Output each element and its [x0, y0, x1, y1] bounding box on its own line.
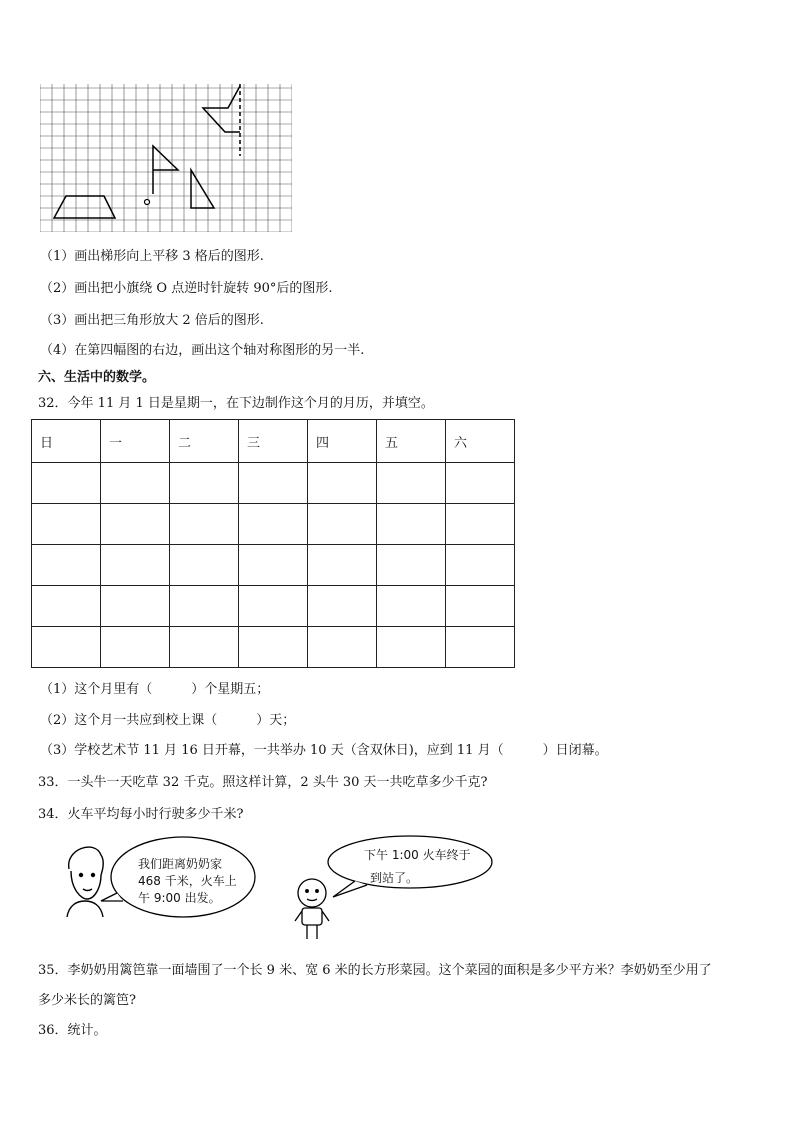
calendar-cell[interactable]	[446, 463, 515, 504]
q32-sub1: （1）这个月里有（ ）个星期五；	[40, 682, 270, 697]
calendar-cell[interactable]	[32, 627, 101, 668]
calendar-cell[interactable]	[170, 545, 239, 586]
calendar-cell[interactable]	[101, 463, 170, 504]
calendar-cell[interactable]	[101, 545, 170, 586]
weekday-mon: 一	[101, 420, 170, 463]
right-bubble-line-2: 到站了。	[370, 871, 419, 885]
calendar-cell[interactable]	[170, 463, 239, 504]
calendar-cell[interactable]	[308, 627, 377, 668]
trapezoid-shape	[54, 196, 115, 218]
calendar-cell[interactable]	[32, 504, 101, 545]
half-symmetric-shape	[203, 86, 240, 132]
calendar-cell[interactable]	[446, 504, 515, 545]
calendar-cell[interactable]	[377, 463, 446, 504]
calendar-cell[interactable]	[32, 586, 101, 627]
calendar-cell[interactable]	[377, 545, 446, 586]
q31-sub2: （2）画出把小旗绕 O 点逆时针旋转 90°后的图形.	[40, 281, 333, 296]
section-title: 六、生活中的数学。	[38, 370, 156, 385]
q36-text: 36．统计。	[38, 1023, 107, 1038]
q32-stem: 32．今年 11 月 1 日是星期一，在下边制作这个月的月历，并填空。	[38, 396, 434, 411]
weekday-sun: 日	[32, 420, 101, 463]
adult-figure	[67, 847, 103, 917]
calendar-cell[interactable]	[101, 627, 170, 668]
weekday-wed: 三	[239, 420, 308, 463]
calendar-cell[interactable]	[101, 586, 170, 627]
calendar-cell[interactable]	[170, 586, 239, 627]
calendar-cell[interactable]	[446, 545, 515, 586]
calendar-cell[interactable]	[308, 463, 377, 504]
q32-sub2: （2）这个月一共应到校上课（ ）天；	[40, 713, 296, 728]
q33-text: 33．一头牛一天吃草 32 千克。照这样计算，2 头牛 30 天一共吃草多少千克?	[38, 775, 488, 790]
right-bubble-line-1: 下午 1:00 火车终于	[364, 848, 471, 862]
calendar-cell[interactable]	[308, 545, 377, 586]
flag-shape	[153, 146, 178, 194]
grid-figure	[40, 84, 292, 232]
weekday-sat: 六	[446, 420, 515, 463]
calendar-cell[interactable]	[239, 463, 308, 504]
calendar-row	[32, 504, 515, 545]
calendar-cell[interactable]	[32, 463, 101, 504]
left-bubble-text	[138, 856, 237, 907]
q35-line-1: 35．李奶奶用篱笆靠一面墙围了一个长 9 米、宽 6 米的长方形菜园。这个菜园的面积是多少平方米？李奶奶至少用了	[38, 963, 712, 978]
calendar-cell[interactable]	[308, 586, 377, 627]
weekday-tue: 二	[170, 420, 239, 463]
calendar-cell[interactable]	[170, 627, 239, 668]
q31-sub3: （3）画出把三角形放大 2 倍后的图形.	[40, 313, 264, 328]
calendar-cell[interactable]	[239, 545, 308, 586]
calendar-cell[interactable]	[101, 504, 170, 545]
calendar-row	[32, 627, 515, 668]
triangle-shape	[191, 170, 214, 208]
calendar-cell[interactable]	[239, 586, 308, 627]
child-figure	[295, 879, 329, 939]
q31-sub1: （1）画出梯形向上平移 3 格后的图形.	[40, 249, 264, 264]
right-bubble-text	[364, 844, 471, 890]
calendar-row	[32, 586, 515, 627]
calendar-cell[interactable]	[377, 504, 446, 545]
q35-line-2: 多少米长的篱笆?	[38, 993, 136, 1008]
calendar-row	[32, 463, 515, 504]
calendar-cell[interactable]	[239, 627, 308, 668]
calendar-cell[interactable]	[170, 504, 239, 545]
calendar-cell[interactable]	[377, 586, 446, 627]
q34-text: 34．火车平均每小时行驶多少千米?	[38, 807, 244, 822]
calendar-table	[31, 419, 515, 668]
left-bubble-line-3: 午 9:00 出发。	[138, 891, 221, 905]
calendar-cell[interactable]	[446, 627, 515, 668]
calendar-cell[interactable]	[32, 545, 101, 586]
weekday-thu: 四	[308, 420, 377, 463]
calendar-cell[interactable]	[446, 586, 515, 627]
calendar-cell[interactable]	[377, 627, 446, 668]
calendar-row	[32, 545, 515, 586]
q31-sub4: （4）在第四幅图的右边，画出这个轴对称图形的另一半.	[40, 343, 365, 358]
point-o-marker	[145, 200, 150, 205]
q32-sub3: （3）学校艺术节 11 月 16 日开幕，一共举办 10 天（含双休日)，应到 11 月（ ）日闭幕。	[40, 743, 608, 758]
left-bubble-line-1: 我们距离奶奶家	[138, 857, 223, 871]
weekday-fri: 五	[377, 420, 446, 463]
calendar-cell[interactable]	[308, 504, 377, 545]
calendar-header-row	[32, 420, 515, 463]
left-bubble-line-2: 468 千米，火车上	[138, 874, 237, 888]
calendar-cell[interactable]	[239, 504, 308, 545]
